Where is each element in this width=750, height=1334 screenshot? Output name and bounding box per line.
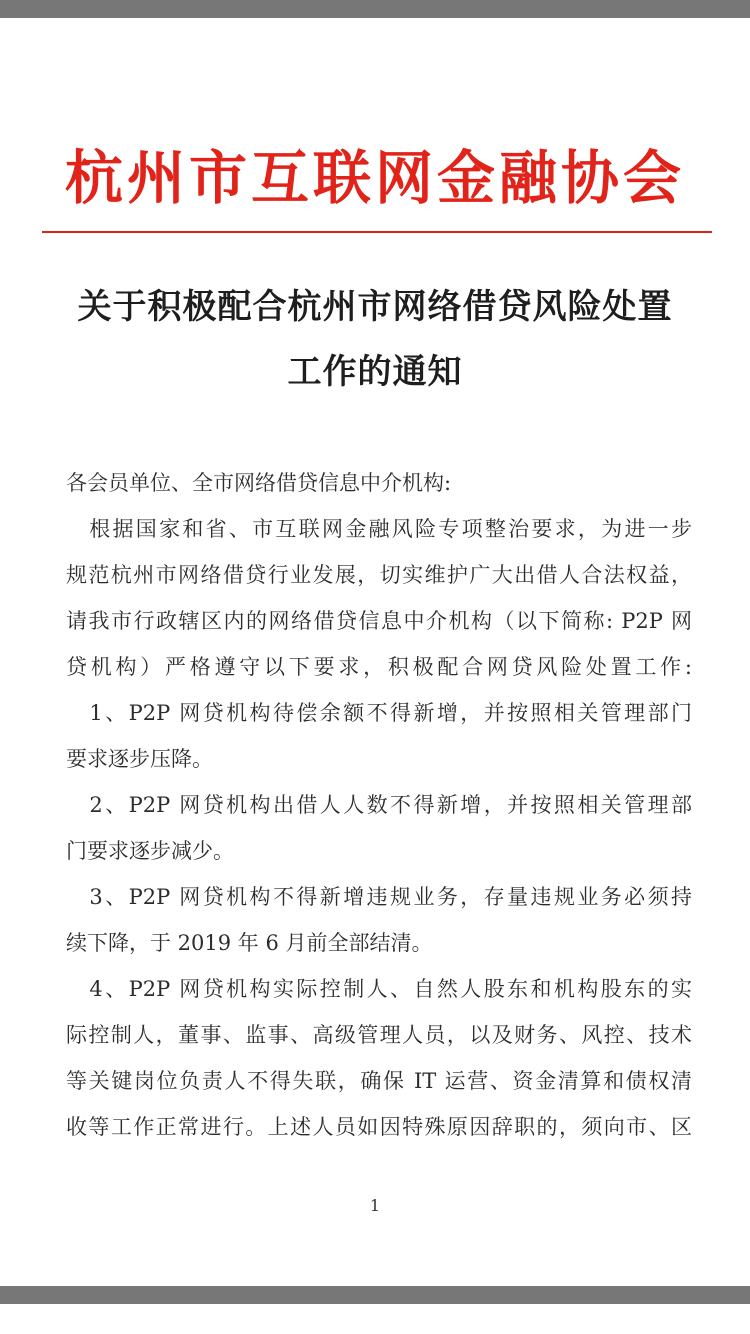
top-frame-bar [0,0,750,18]
body-line: 际控制人，董事、监事、高级管理人员，以及财务、风控、技术 [66,1023,692,1047]
body-line: 门要求逐步减少。 [66,839,234,863]
body-line: 贷机构）严格遵守以下要求，积极配合网贷风险处置工作: [66,655,692,679]
body-line: 续下降，于 2019 年 6 月前全部结清。 [66,931,433,955]
bottom-frame-bar [0,1286,750,1304]
body-line: 根据国家和省、市互联网金融风险专项整治要求，为进一步 [66,517,692,541]
body-line-item-4: 4、P2P 网贷机构实际控制人、自然人股东和机构股东的实 [66,977,692,1001]
body-line: 请我市行政辖区内的网络借贷信息中介机构（以下简称: P2P 网 [66,609,692,633]
body-line-item-3: 3、P2P 网贷机构不得新增违规业务，存量违规业务必须持 [66,885,692,909]
body-line: 等关键岗位负责人不得失联，确保 IT 运营、资金清算和债权清 [66,1069,692,1093]
notice-body [66,460,692,1150]
letterhead-red-rule [42,231,712,233]
body-line: 收等工作正常进行。上述人员如因特殊原因辞职的，须向市、区 [66,1115,692,1139]
letterhead-title: 杭州市互联网金融协会 [64,144,685,212]
notice-title-line-1: 关于积极配合杭州市网络借贷风险处置 [77,287,673,327]
body-line-item-1: 1、P2P 网贷机构待偿余额不得新增，并按照相关管理部门 [66,701,692,725]
body-line-salutation: 各会员单位、全市网络借贷信息中介机构: [66,471,452,495]
body-line-item-2: 2、P2P 网贷机构出借人人数不得新增，并按照相关管理部 [66,793,692,817]
notice-title [50,275,700,405]
page-number: 1 [369,1196,381,1215]
notice-title-line-2: 工作的通知 [287,352,463,392]
bottom-frame [0,1286,750,1334]
body-line: 要求逐步压降。 [66,747,213,771]
body-line: 规范杭州市网络借贷行业发展，切实维护广大出借人合法权益， [66,563,692,587]
